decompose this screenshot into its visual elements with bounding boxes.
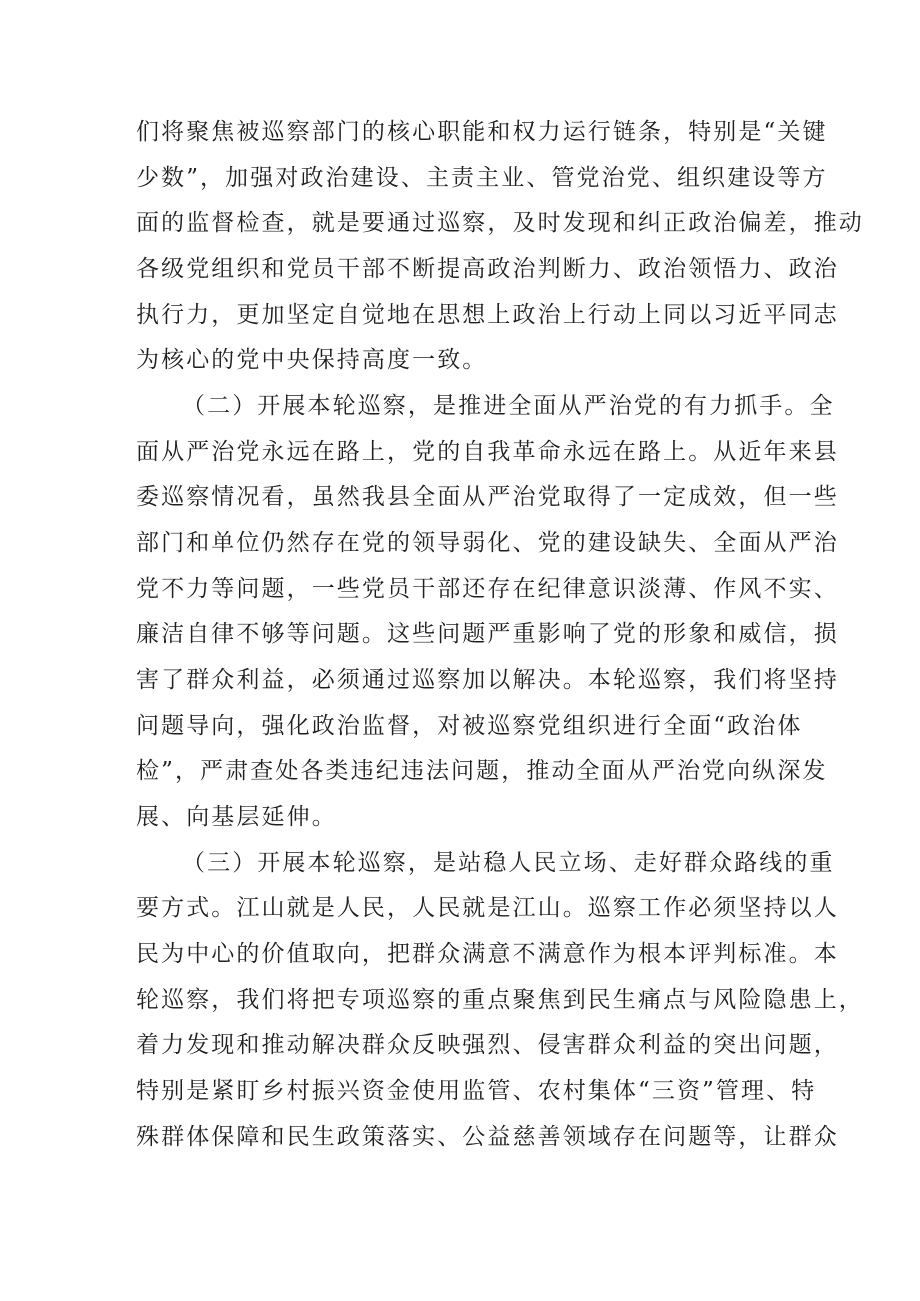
text-line: 殊群体保障和民生政策落实、公益慈善领域存在问题等，让群众	[136, 1124, 839, 1150]
text-line: 检”，严肃查处各类违纪违法问题，推动全面从严治党向纵深发	[136, 758, 828, 784]
text-line: 面的监督检查，就是要通过巡察，及时发现和纠正政治偏差，推动	[136, 210, 864, 236]
text-line: 问题导向，强化政治监督，对被巡察党组织进行全面“政治体	[136, 713, 803, 739]
text-line: 廉洁自律不够等问题。这些问题严重影响了党的形象和威信，损	[136, 621, 839, 647]
text-line: 各级党组织和党员干部不断提高政治判断力、政治领悟力、政治	[136, 256, 839, 282]
text-line: 要方式。江山就是人民，人民就是江山。巡察工作必须坚持以人	[136, 895, 839, 921]
text-line: 部门和单位仍然存在党的领导弱化、党的建设缺失、全面从严治	[136, 530, 839, 556]
text-line: 面从严治党永远在路上，党的自我革命永远在路上。从近年来县	[136, 439, 839, 465]
text-line: 执行力，更加坚定自觉地在思想上政治上行动上同以习近平同志	[136, 302, 839, 328]
text-line: 民为中心的价值取向，把群众满意不满意作为根本评判标准。本	[136, 941, 839, 967]
paragraph-2-first-line: （二）开展本轮巡察，是推进全面从严治党的有力抓手。全	[182, 393, 835, 419]
text-line: 害了群众利益，必须通过巡察加以解决。本轮巡察，我们将坚持	[136, 667, 839, 693]
text-line: 着力发现和推动解决群众反映强烈、侵害群众利益的突出问题，	[136, 1032, 839, 1058]
text-line: 少数”，加强对政治建设、主责主业、管党治党、组织建设等方	[136, 165, 828, 191]
paragraph-3-first-line: （三）开展本轮巡察，是站稳人民立场、走好群众路线的重	[182, 850, 835, 876]
text-line: 党不力等问题，一些党员干部还存在纪律意识淡薄、作风不实、	[136, 576, 839, 602]
text-line: 为核心的党中央保持高度一致。	[136, 347, 488, 373]
text-line: 们将聚焦被巡察部门的核心职能和权力运行链条，特别是“关键	[136, 119, 828, 145]
text-line: 展、向基层延伸。	[136, 804, 337, 830]
text-line: 轮巡察，我们将把专项巡察的重点聚焦到民生痛点与风险隐患上，	[136, 987, 864, 1013]
text-line: 委巡察情况看，虽然我县全面从严治党取得了一定成效，但一些	[136, 484, 839, 510]
text-line: 特别是紧盯乡村振兴资金使用监管、农村集体“三资”管理、特	[136, 1078, 817, 1104]
